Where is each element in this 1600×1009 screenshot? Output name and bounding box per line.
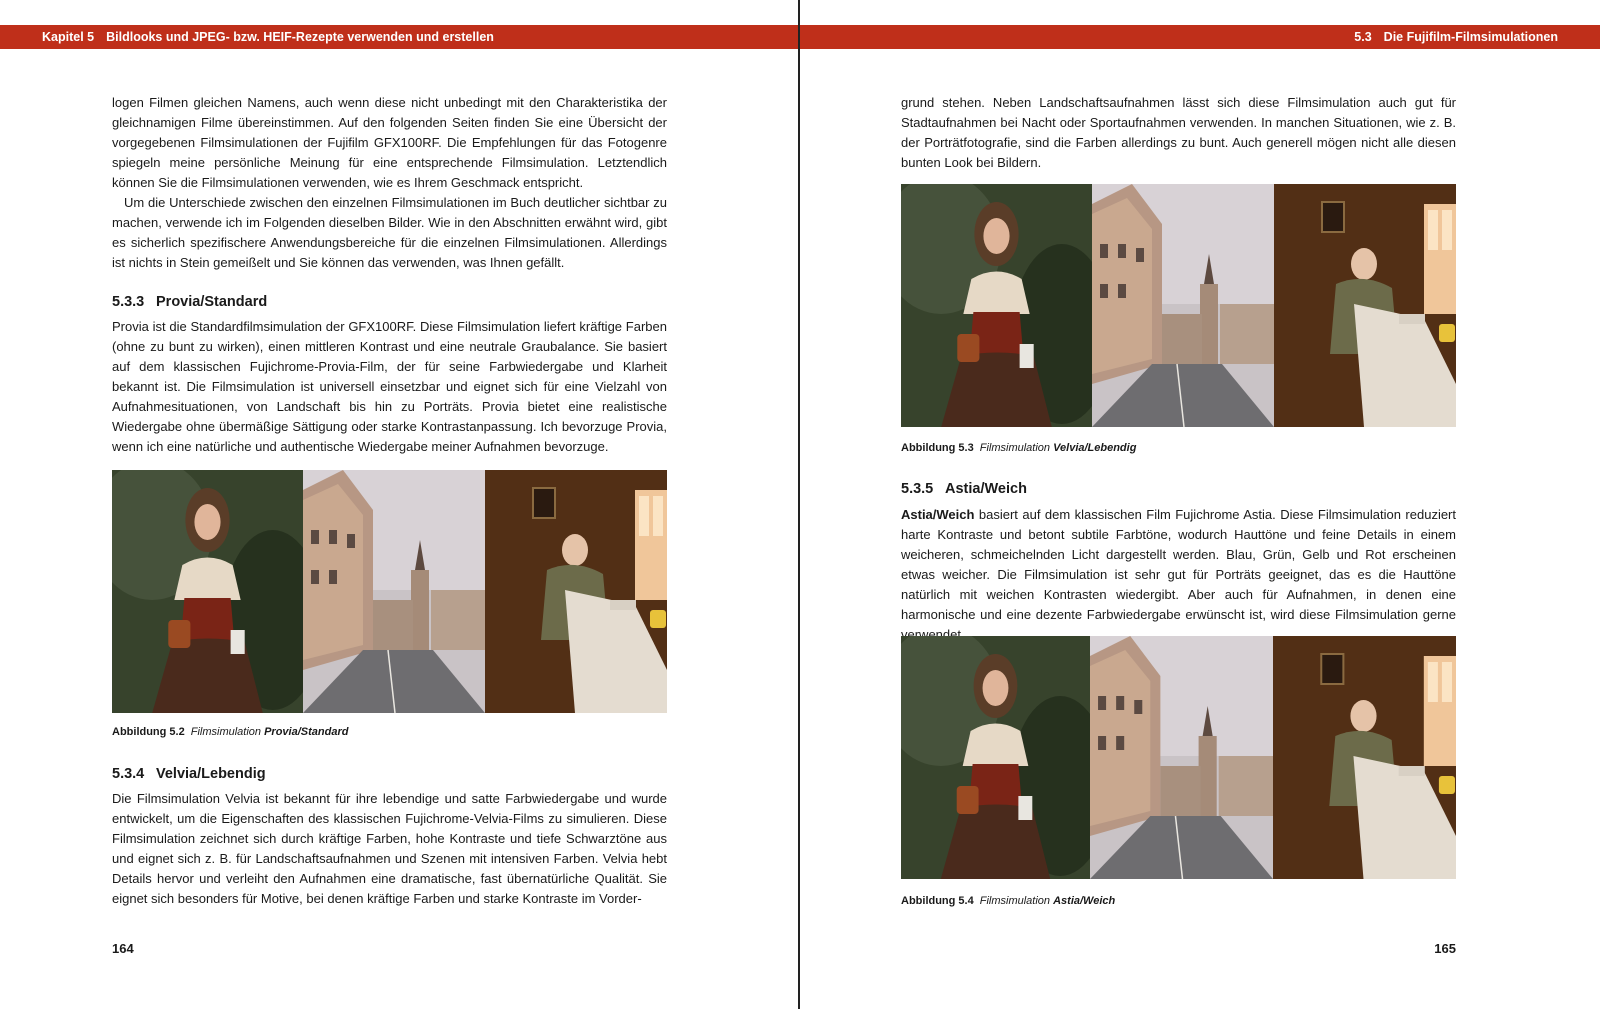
caption-prefix: Filmsimulation <box>979 442 1051 454</box>
old-man-photo <box>485 470 667 713</box>
paragraph-body: basiert auf dem klassischen Film Fujichrome Astia. Diese Filmsimulation reduziert harte Kontraste und betont subtile Farbtöne, wodurch Hauttöne und feine Details in einem weicheren, schmeichelnden Licht dargestellt werden. Blau, Grün, Gelb und Rot erscheinen etwas weicher. Die Filmsimulation ist sehr gut für Porträts geeignet, das es die Hauttöne natürlich mit weichen Kontrasten wiedergibt. Aber auch für Aufnahmen, in denen eine harmonische und eine dezente Farbwiedergabe erwünscht ist, wird diese Filmsimulation gerne verwendet. <box>901 507 1456 642</box>
paragraph: Um die Unterschiede zwischen den einzelnen Filmsimulationen im Buch deutlicher sichtbar zu machen, verwende ich im Folgenden dieselben Bilder. Wie in den Abschnitten erwähnt wird, gibt es sicherlich spezifischere Anwendungsbereiche für die einzelnen Filmsimulationen. Allerdings ist nichts in Stein gemeißelt und Sie können das verwenden, was Ihnen gefällt. <box>112 195 667 270</box>
figure-caption-5-3 <box>901 442 1136 454</box>
figure-5-4 <box>901 636 1456 879</box>
paragraph: grund stehen. Neben Landschaftsaufnahmen lässt sich diese Filmsimulation auch gut für Stadtaufnahmen bei Nacht oder Sportaufnahmen verwenden. In manchen Situationen, wie z. B. der Porträtfotografie, sind die Farben allerdings zu bunt. Auch generell mögen nicht alle diesen bunten Look bei Bildern. <box>901 95 1456 170</box>
old-man-photo <box>1273 636 1456 879</box>
paragraph: logen Filmen gleichen Namens, auch wenn diese nicht unbedingt mit den Charakteristika der gleichnamigen Filme übereinstimmen. Auf den folgenden Seiten finden Sie eine Übersicht der vorgegebenen Filmsimulationen der Fujifilm GFX100RF. Die Empfehlungen für das Fotogenre spiegeln meine persönliche Meinung für eine entsprechende Filmsimulation. Letztendlich können Sie die Filmsimulationen verwenden, wie es Ihrem Geschmack entspricht. <box>112 95 667 190</box>
caption-prefix: Filmsimulation <box>190 726 262 738</box>
section-title: Velvia/Lebendig <box>156 766 266 782</box>
figure-caption-5-2 <box>112 726 348 738</box>
caption-name: Provia/Standard <box>264 726 349 738</box>
intro-text <box>901 93 1456 173</box>
old-man-photo <box>1274 184 1456 427</box>
intro-text <box>112 93 667 273</box>
caption-name: Astia/Weich <box>1053 895 1116 907</box>
section-number: 5.3.4 <box>112 766 145 782</box>
portrait-photo <box>112 470 303 713</box>
section-title: Astia/Weich <box>945 481 1027 497</box>
paragraph: Die Filmsimulation Velvia ist bekannt für ihre lebendige und satte Farbwiedergabe und wurde entwickelt, um die Eigenschaften des klassischen Fujichrome-Velvia-Films zu simulieren. Diese Filmsimulation zeichnet sich durch kräftige Farben, hohe Kontraste und tiefe Schwarztöne aus und eignet sich z. B. für Landschaftsaufnahmen und Szenen mit intensiven Farben. Velvia hebt Details hervor und verleiht den Aufnahmen eine dramatische, fast übernatürliche Qualität. Sie eignet sich besonders für Motive, bei denen kräftige Farben und starke Kontraste im Vorder- <box>112 791 667 906</box>
section-title: Provia/Standard <box>156 294 268 310</box>
page-number: 164 <box>112 941 134 956</box>
left-page <box>0 0 798 1009</box>
figure-caption-5-4 <box>901 895 1115 907</box>
paragraph <box>901 505 1456 645</box>
section-heading-535 <box>901 481 1027 497</box>
section-heading-533 <box>112 294 267 310</box>
portrait-photo <box>901 636 1090 879</box>
caption-prefix: Filmsimulation <box>979 895 1051 907</box>
section-header-title: Die Fujifilm-Filmsimulationen <box>1383 30 1558 44</box>
portrait-photo <box>901 184 1092 427</box>
section-heading-534 <box>112 766 266 782</box>
right-page <box>800 0 1600 1009</box>
book-spine <box>798 0 800 1009</box>
caption-label: Abbildung 5.2 <box>112 726 185 738</box>
page-number: 165 <box>1434 941 1456 956</box>
street-photo <box>1090 636 1273 879</box>
chapter-title: Bildlooks und JPEG- bzw. HEIF-Rezepte verwenden und erstellen <box>106 30 494 44</box>
figure-5-3 <box>901 184 1456 427</box>
running-header <box>800 25 1600 49</box>
paragraph: Provia ist die Standardfilmsimulation der GFX100RF. Diese Filmsimulation liefert kräftige Farben (ohne zu bunt zu wirken), einen mittleren Kontrast und eine neutrale Graubalance. Sie basiert auf dem klassischen Fujichrome-Provia-Film, der für seine Farbwiedergabe und Klarheit bekannt ist. Die Filmsimulation ist universell einsetzbar und eignet sich für eine Vielzahl von Aufnahmesituationen, von Landschaft bis hin zu Porträts. Provia bietet eine realistische Wiedergabe ohne übermäßige Sättigung oder starke Kontrastanpassung. Ich bevorzuge Provia, wenn ich eine natürliche und authentische Wiedergabe meiner Aufnahmen bevorzuge. <box>112 319 667 454</box>
figure-5-2 <box>112 470 667 713</box>
section-body-534 <box>112 789 667 909</box>
caption-label: Abbildung 5.3 <box>901 442 974 454</box>
section-number: 5.3.3 <box>112 294 145 310</box>
bold-lead: Astia/Weich <box>901 507 975 522</box>
street-photo <box>303 470 485 713</box>
street-photo <box>1092 184 1274 427</box>
running-header <box>0 25 798 49</box>
section-body-533 <box>112 317 667 457</box>
section-body-535 <box>901 505 1456 645</box>
chapter-label: Kapitel 5 <box>42 30 95 44</box>
caption-name: Velvia/Lebendig <box>1053 442 1137 454</box>
section-label: 5.3 <box>1354 30 1372 44</box>
section-number: 5.3.5 <box>901 481 934 497</box>
caption-label: Abbildung 5.4 <box>901 895 974 907</box>
